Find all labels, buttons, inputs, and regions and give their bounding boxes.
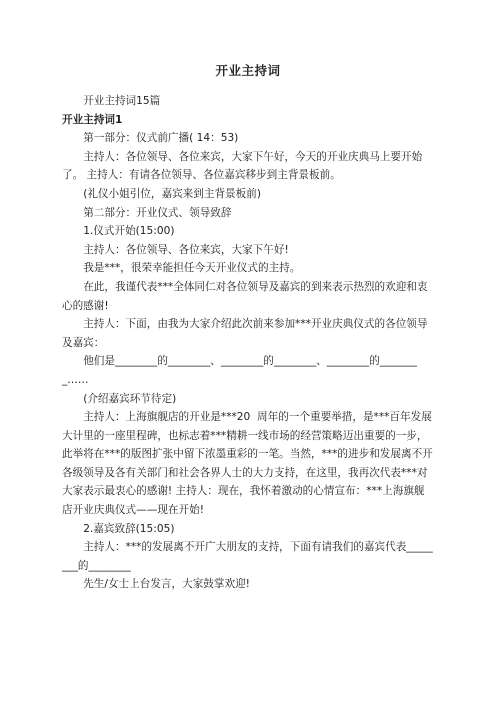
paragraph: 主持人：下面，由我为大家介绍此次前来参加***开业庆典仪式的各位领导及嘉宾：	[62, 318, 428, 349]
paragraph: 先生/女士上台发言，大家鼓掌欢迎!	[83, 578, 250, 591]
paragraph: 主持人：各位领导、各位来宾，大家下午好，今天的开业庆典马上要开始了。 主持人：有请各位领导、各位嘉宾移步到主背景板前。	[62, 150, 423, 182]
paragraph: 第二部分：开业仪式、领导致辞	[83, 206, 232, 219]
document-body	[62, 92, 434, 594]
paragraph: 2.嘉宾致辞(15:05)	[83, 522, 175, 535]
paragraph: 第一部分：仪式前广播( 14：53)	[83, 132, 239, 145]
paragraph: (介绍嘉宾环节待定)	[83, 392, 177, 405]
document-subtitle: 开业主持词15篇	[83, 95, 161, 107]
document-title: 开业主持词	[215, 63, 281, 78]
paragraph: 主持人：上海旗舰店的开业是***20 周年的一个重要举措，是***百年发展大计里的一座里程碑，也标志着***精耕一线市场的经营策略迈出重要的一步，此举将在***的版图扩张中留下浓墨重彩的一笔。当然，***的进步和发展离不开各级领导及各有关部门和社会各界人士的大力支持，在这里，我再次代表***对大家表示最衷心的感谢! 主持人：现在，我怀着激动的心情宣布：***上海旗舰店开业庆典仪式——现在开始!	[62, 411, 433, 517]
paragraph: 在此，我谨代表***全体同仁对各位领导及嘉宾的到来表示热烈的欢迎和衷心的感谢!	[62, 280, 428, 312]
section-heading: 开业主持词1	[62, 113, 123, 126]
paragraph: 1.仪式开始(15:00)	[83, 225, 175, 238]
paragraph: 他们是________的________、________的________、________的________……	[62, 355, 417, 386]
paragraph: 主持人：各位领导、各位来宾，大家下午好!	[83, 243, 289, 256]
paragraph: (礼仪小姐引位，嘉宾来到主背景板前)	[83, 187, 261, 200]
paragraph: 主持人：***的发展离不开广大朋友的支持，下面有请我们的嘉宾代表________的________	[62, 541, 433, 572]
paragraph: 我是***，很荣幸能担任今天开业仪式的主持。	[83, 262, 301, 275]
